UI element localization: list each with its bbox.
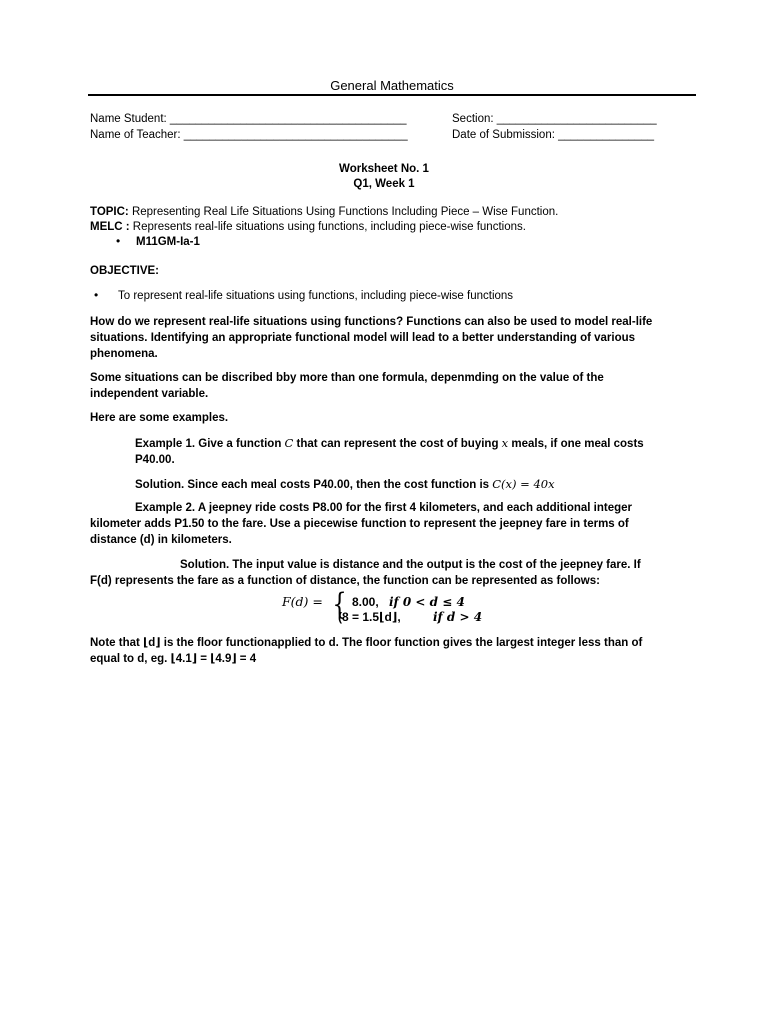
topic-label: TOPIC:	[90, 206, 129, 218]
examples-intro: Here are some examples.	[90, 412, 229, 424]
bullet-icon: •	[116, 234, 121, 248]
example1-formula: C(x) = 40x	[492, 477, 555, 491]
example1-part: Example 1. Give a function	[135, 438, 285, 450]
objective-item: To represent real-life situations using functions, including piece-wise functions	[118, 290, 514, 302]
example1-solution	[135, 476, 555, 493]
situations-line: independent variable.	[90, 388, 209, 400]
topic-line	[90, 206, 558, 218]
example2-line: Example 2. A jeepney ride costs P8.00 for the first 4 kilometers, and each additional integer	[135, 502, 633, 514]
piecewise-case2-condition: if d > 4	[433, 610, 483, 624]
name-student-field: Name Student: _____________________________________	[90, 113, 407, 125]
melc-label: MELC :	[90, 221, 130, 233]
intro-line: phenomena.	[90, 348, 158, 360]
example1-text	[135, 435, 644, 468]
melc-text: Represents real-life situations using functions, including piece-wise functions.	[129, 221, 526, 233]
example2-text	[90, 500, 632, 548]
example2-line: kilometer adds P1.50 to the fare. Use a piecewise function to represent the jeepney fare in terms of	[90, 518, 629, 530]
piecewise-lhs: F(d) =	[282, 594, 323, 609]
example1-part: that can represent the cost of buying	[293, 438, 502, 450]
note-paragraph	[90, 635, 642, 667]
note-line: Note that ⌊d⌋ is the floor functionapplied to d. The floor function gives the largest integer less than of	[90, 637, 643, 649]
worksheet-week: Q1, Week 1	[353, 178, 415, 190]
note-line: equal to d, eg. ⌊4.1⌋ = ⌊4.9⌋ = 4	[90, 653, 257, 665]
example2-solution-line: Solution. The input value is distance and the output is the cost of the jeepney fare. If	[180, 559, 641, 571]
piecewise-case1-value: 8.00,	[352, 595, 379, 609]
piecewise-case2-value: (8 = 1.5⌊d⌋,	[338, 610, 401, 624]
name-teacher-field: Name of Teacher: ___________________________________	[90, 129, 408, 141]
example2-line: distance (d) in kilometers.	[90, 534, 232, 546]
melc-code: M11GM-Ia-1	[136, 236, 200, 248]
example1-var-x: x	[501, 436, 509, 450]
example1-line2: P40.00.	[135, 454, 175, 466]
piecewise-case1-condition: if 0 < d ≤ 4	[389, 595, 465, 609]
example1-part: meals, if one meal costs	[508, 438, 644, 450]
situations-paragraph	[90, 370, 604, 402]
objective-label: OBJECTIVE:	[90, 265, 160, 277]
date-submission-field: Date of Submission: _______________	[452, 129, 655, 141]
bullet-icon: •	[94, 288, 99, 302]
document-title: General Mathematics	[88, 78, 696, 96]
example2-solution	[90, 557, 641, 589]
intro-line: situations. Identifying an appropriate functional model will lead to a better understanding of various	[90, 332, 636, 344]
example2-solution-line: F(d) represents the fare as a function of distance, the function can be represented as follows:	[90, 575, 600, 587]
topic-text: Representing Real Life Situations Using Functions Including Piece – Wise Function.	[128, 206, 559, 218]
example1-line1	[135, 435, 644, 452]
example1-var-c: C	[284, 436, 294, 450]
melc-line	[90, 221, 526, 233]
example1-solution-text: Solution. Since each meal costs P40.00, then the cost function is	[135, 479, 493, 491]
situations-line: Some situations can be discribed bby more than one formula, depenmding on the value of the	[90, 372, 604, 384]
intro-paragraph	[90, 314, 652, 362]
piecewise-brace: {	[332, 587, 347, 622]
worksheet-title: Worksheet No. 1	[339, 163, 429, 175]
section-field: Section: _________________________	[452, 113, 657, 125]
intro-line: How do we represent real-life situations using functions? Functions can also be used to model real-life	[90, 316, 653, 328]
